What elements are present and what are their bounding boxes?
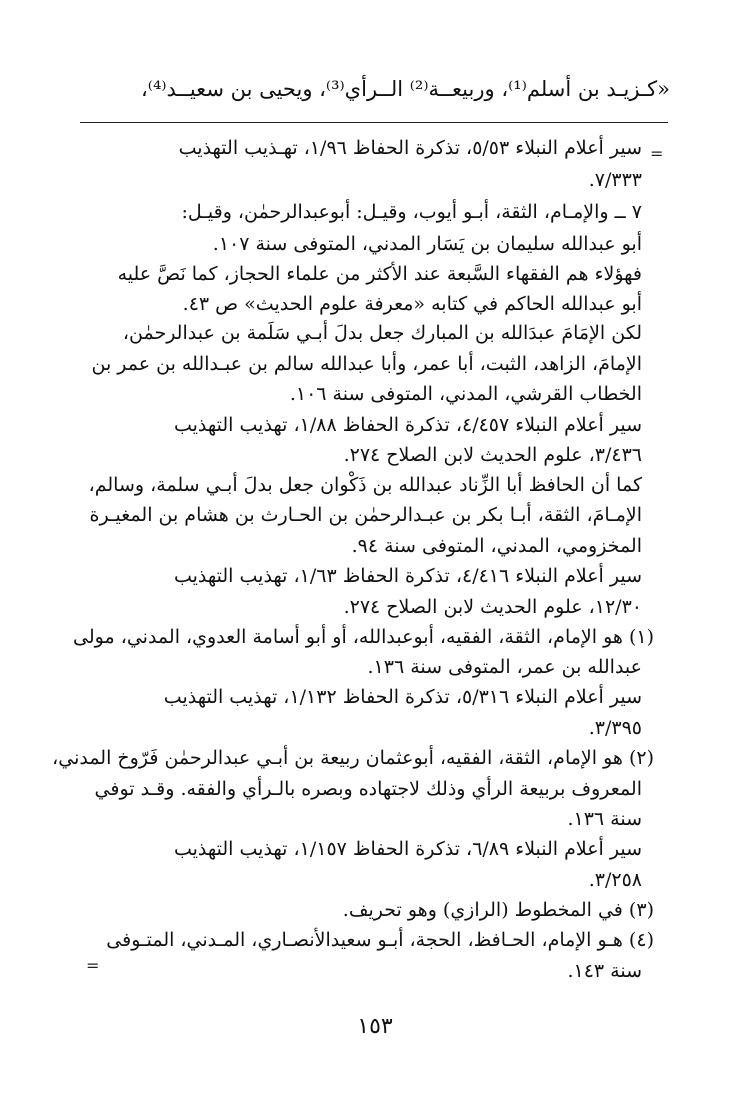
main-text-line: «كـزيـد بن أسلم⁽¹⁾، وربيعــة⁽²⁾ الــرأي⁽³⁾، ويحيى بن سعيــد⁽⁴⁾، xyxy=(141,77,670,101)
footnote-line: المخزومي، المدني، المتوفى سنة ٩٤. xyxy=(351,535,642,557)
footnote-line: ٣/٣٩٥. xyxy=(588,717,642,739)
footnote-line: ٧ ــ والإمـام، الثقة، أبـو أيوب، وقيـل: أبوعبدالرحمٰن، وقيـل: xyxy=(181,201,642,223)
footnote-line: سنة ١٣٦. xyxy=(567,808,642,830)
footnote-line: سير أعلام النبلاء ٦/٨٩، تذكرة الحفاظ ١/١٥٧، تهذيب التهذيب xyxy=(173,838,642,860)
footnote-line: سير أعلام النبلاء ٥/٣١٦، تذكرة الحفاظ ١/١٣٢، تهذيب التهذيب xyxy=(163,686,642,708)
continuation-marker-bottom: = xyxy=(86,956,100,975)
footnote-line: الإمامَ، الزاهد، الثبت، أبا عمر، وأبا عبدالله سالم بن عبـدالله بن عمر بن xyxy=(91,353,642,375)
page-number: ١٥٣ xyxy=(357,1014,393,1039)
footnote-line: المعروف بربيعة الرأي وذلك لاجتهاده وبصره بالـرأي والفقه. وقـد توفي xyxy=(94,778,642,800)
footnote-line: عبدالله بن عمر، المتوفى سنة ١٣٦. xyxy=(367,656,642,678)
footnote-line: فهؤلاء هم الفقهاء السَّبعة عند الأكثر من علماء الحجاز، كما نَصَّ عليه xyxy=(117,263,642,285)
footnote-line: سنة ١٤٣. xyxy=(567,960,642,982)
continuation-marker-top: = xyxy=(650,144,664,163)
footnote-line: ٣/٤٣٦، علوم الحديث لابن الصلاح ٢٧٤. xyxy=(343,444,642,466)
footnote-line: ٧/٣٣٣. xyxy=(588,169,642,191)
footnote-line: الإمـامَ، الثقة، أبـا بكر بن عبـدالرحمٰن بن الحـارث بن هشام بن المغيـرة xyxy=(89,504,642,526)
footnote-1-line: (١) هو الإمام، الثقة، الفقيه، أبوعبدالله، أو أبو أسامة العدوي، المدني، مولى xyxy=(73,626,654,648)
footnote-2-line: (٢) هو الإمام، الثقة، الفقيه، أبوعثمان ربيعة بن أبـي عبدالرحمٰن فَرّوخ المدني، xyxy=(52,747,654,769)
footnote-3-line: (٣) في المخطوط (الرازي) وهو تحريف. xyxy=(342,899,654,921)
footnote-4-line: (٤) هـو الإمام، الحـافظ، الحجة، أبـو سعيدالأنصـاري، المـدني، المتـوفى xyxy=(106,929,654,951)
footnote-line: الخطاب القرشي، المدني، المتوفى سنة ١٠٦. xyxy=(289,383,642,405)
footnote-line: سير أعلام النبلاء ٤/٤٥٧، تذكرة الحفاظ ١/٨٨، تهذيب التهذيب xyxy=(173,414,642,436)
footnote-line: سير أعلام النبلاء ٥/٥٣، تذكرة الحفاظ ١/٩٦، تهـذيب التهذيب xyxy=(178,137,642,159)
footnote-line: أبو عبدالله سليمان بن يَسَار المدني، المتوفى سنة ١٠٧. xyxy=(212,233,642,255)
footnote-line: كما أن الحافظ أبا الزِّناد عبدالله بن ذَكْوان جعل بدلَ أبـي سلمة، وسالم، xyxy=(88,474,642,496)
footnote-separator xyxy=(80,122,668,123)
footnote-line: أبو عبدالله الحاكم في كتابه «معرفة علوم الحديث» ص ٤٣. xyxy=(182,293,642,315)
footnote-line: لكن الإمَامَ عبدَالله بن المبارك جعل بدلَ أبـي سَلَمة بن عبدالرحمٰن، xyxy=(122,322,642,344)
footnote-line: ١٢/٣٠، علوم الحديث لابن الصلاح ٢٧٤. xyxy=(343,596,642,618)
footnote-line: ٣/٢٥٨. xyxy=(588,869,642,891)
footnote-line: سير أعلام النبلاء ٤/٤١٦، تذكرة الحفاظ ١/٦٣، تهذيب التهذيب xyxy=(173,565,642,587)
